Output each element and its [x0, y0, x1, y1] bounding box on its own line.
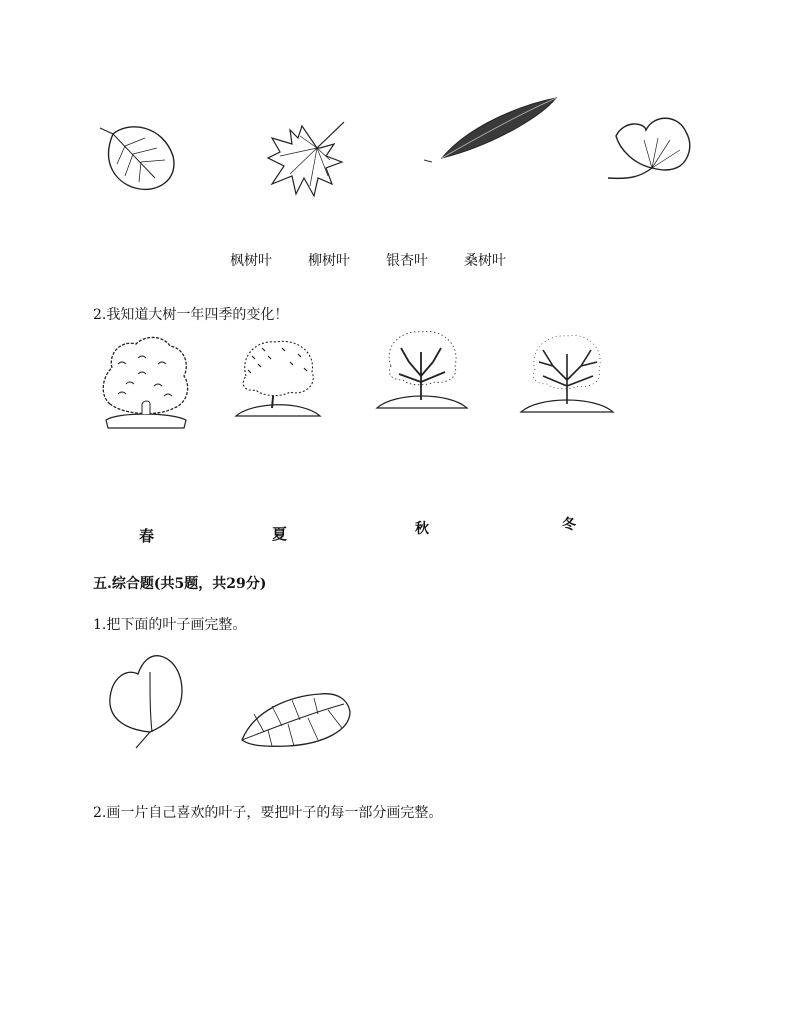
q2-title: 2.我知道大树一年四季的变化！: [93, 307, 289, 323]
spring-tree-drawing: [98, 334, 193, 432]
season-label-winter: 冬: [562, 517, 576, 533]
leaf-label-ginkgo: 银杏叶: [386, 253, 428, 269]
s5-q1-text: 1.把下面的叶子画完整。: [93, 617, 247, 633]
leaf-label-willow: 柳树叶: [308, 253, 350, 269]
summer-tree-drawing: [232, 336, 324, 426]
oval-leaf-outline: [238, 690, 354, 748]
season-label-autumn: 秋: [415, 521, 429, 537]
heart-leaf-outline: [106, 654, 188, 750]
winter-tree-drawing: [519, 328, 615, 420]
s5-q2-text: 2.画一片自己喜欢的叶子，要把叶子的每一部分画完整。: [93, 805, 443, 821]
ginkgo-leaf-drawing: [604, 110, 696, 185]
leaf-label-mulberry: 桑树叶: [464, 253, 506, 269]
season-label-summer: 夏: [272, 525, 288, 543]
leaf-label-maple: 枫树叶: [230, 253, 272, 269]
mulberry-leaf-drawing: [95, 118, 180, 196]
section5-title: 五.综合题(共5题，共29分): [93, 576, 267, 592]
willow-leaf-drawing: [420, 96, 560, 168]
season-label-spring: 春: [139, 527, 155, 545]
maple-leaf-drawing: [262, 118, 350, 203]
autumn-tree-drawing: [375, 326, 469, 418]
